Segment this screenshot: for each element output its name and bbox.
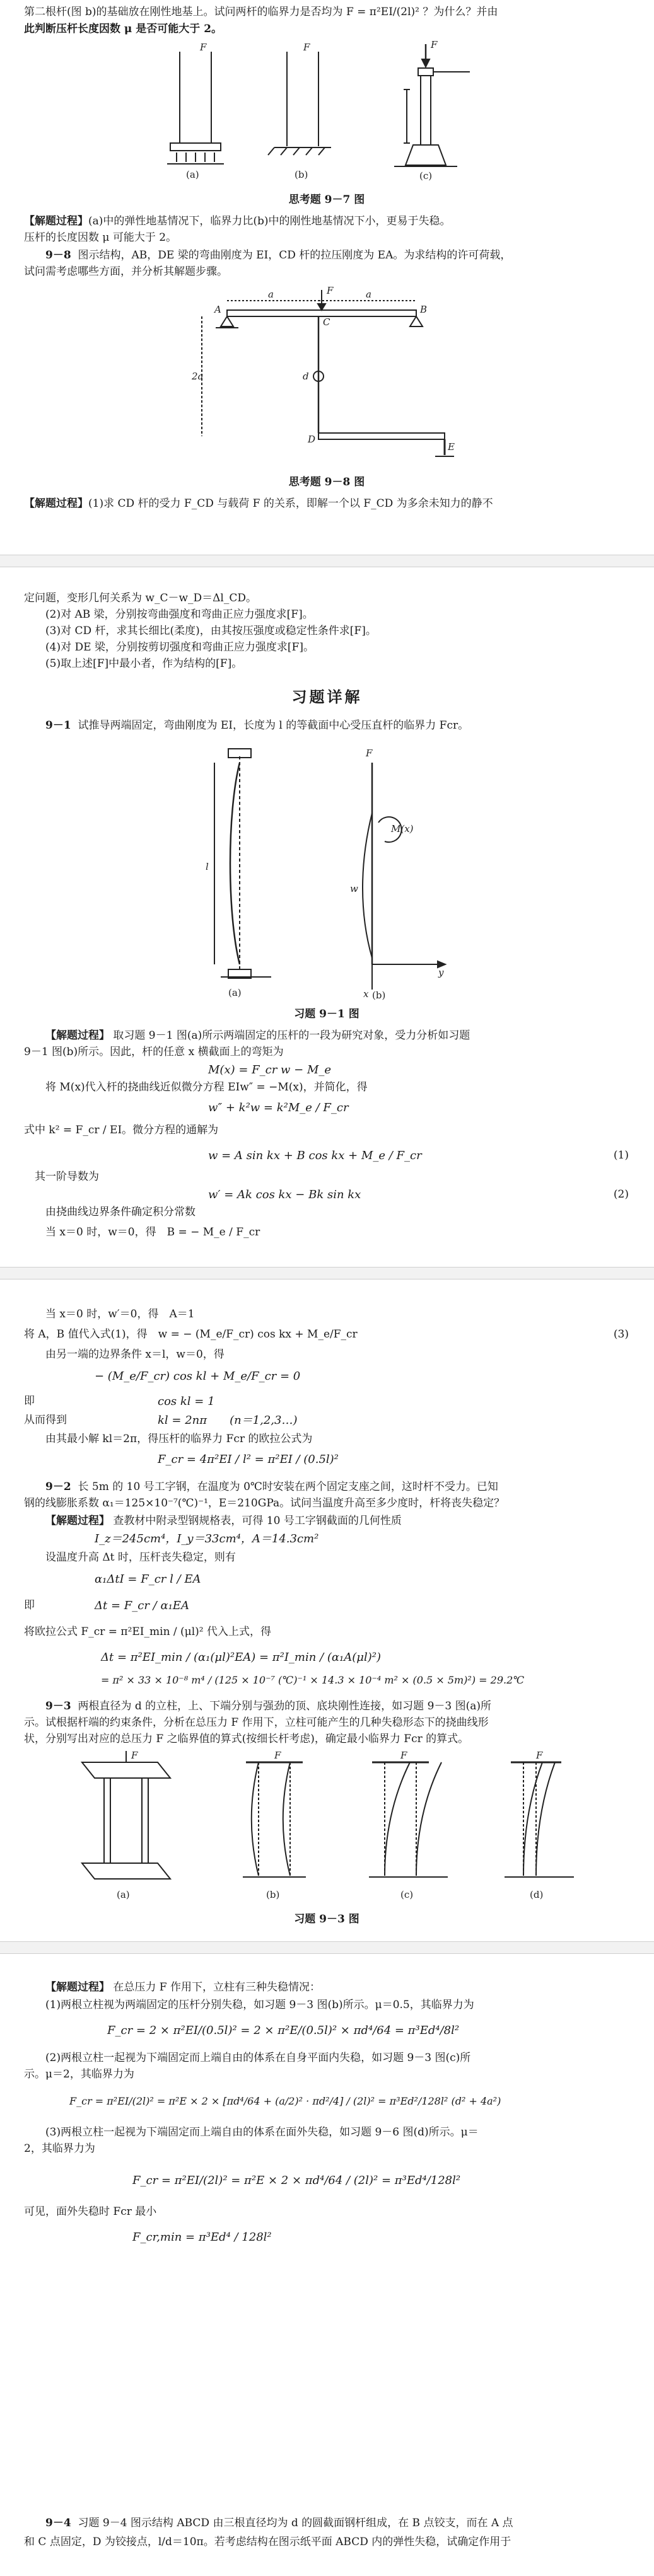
fig97-label-b: (b) xyxy=(295,169,308,180)
fig97-label-a: (a) xyxy=(186,169,199,180)
p94-line-1: 习题 9－4 图示结构 ABCD 由三根直径均为 d 的圆截面钢杆组成，在 B 点铰支，而在 A 点 xyxy=(78,2517,513,2529)
svg-text:B: B xyxy=(420,304,428,315)
svg-text:F: F xyxy=(327,285,334,296)
fig93-label-a: (a) xyxy=(117,1889,130,1900)
svg-text:F: F xyxy=(274,1750,281,1761)
p94-line-2: 和 C 点固定，D 为铰接点，l/d＝10π。若考虑结构在图示纸平面 ABCD 内的弹性失稳，试确定作用于 xyxy=(24,2536,511,2548)
p91-s13: 由其最小解 kl＝2π，得压杆的临界力 Fcr 的欧拉公式为 xyxy=(45,1433,313,1445)
page-separator xyxy=(0,1267,654,1279)
p93-head: 【解题过程】 xyxy=(45,1981,110,1994)
p92-s5: 将欧拉公式 F_cr = π²EI_min / (μl)² 代入上式，得 xyxy=(24,1626,272,1638)
p93-s2a: (2)两根立柱一起视为下端固定而上端自由的体系在自身平面内失稳，如习题 9－3 图(c)所 xyxy=(45,2052,471,2064)
p93-eq4: F_cr,min = π³Ed⁴ / 128l² xyxy=(132,2231,272,2244)
p91-eq8: F_cr = 4π²EI / l² = π²EI / (0.5l)² xyxy=(158,1453,339,1466)
fig98-caption: 思考题 9－8 图 xyxy=(288,476,365,488)
svg-text:2a: 2a xyxy=(192,371,204,382)
svg-text:E: E xyxy=(448,441,455,453)
p91-text: 试推导两端固定，弯曲刚度为 EI，长度为 l 的等截面中心受压直杆的临界力 Fcr。 xyxy=(78,719,469,732)
figure-9-7 xyxy=(155,39,508,184)
p91-solution-1 xyxy=(24,1027,629,1044)
p92-s4: 即 xyxy=(24,1599,35,1612)
q98-num: 9－8 xyxy=(45,249,71,262)
svg-text:D: D xyxy=(308,434,316,445)
p91-eq7: kl = 2nπ (n＝1,2,3…) xyxy=(158,1414,298,1427)
fig97-label-c: (c) xyxy=(419,170,433,182)
p92-s1: 查教材中附录型钢规格表，可得 10 号工字钢截面的几何性质 xyxy=(113,1515,402,1527)
p92-num: 9－2 xyxy=(45,1481,71,1493)
p91-eq6: cos kl = 1 xyxy=(158,1395,215,1408)
p93-line-3: 状，分别写出对应的总压力 F 之临界值的算式(按细长杆考虑)，确定最小临界力 Fcr 的算式。 xyxy=(24,1733,469,1745)
svg-text:F: F xyxy=(536,1750,543,1761)
q98-line-2: 试问需考虑哪些方面，并分析其解题步骤。 xyxy=(24,265,228,278)
p91-s5: 其一阶导数为 xyxy=(35,1170,99,1183)
fig93-label-d: (d) xyxy=(530,1889,544,1900)
ans97-text-1: (a)中的弹性地基情况下，临界力比(b)中的刚性地基情况下小，更易于失稳。 xyxy=(88,215,451,228)
ans98-head: 【解题过程】 xyxy=(24,497,88,510)
fig93-label-b: (b) xyxy=(266,1889,280,1900)
p91-n1: (1) xyxy=(613,1149,629,1162)
p93-line-1: 两根直径为 d 的立柱，上、下端分别与强劲的顶、底块刚性连接，如习题 9－3 图(a)所 xyxy=(78,1700,492,1713)
p91-s7: 当 x＝0 时，w＝0，得 B = − M_e / F_cr xyxy=(45,1226,260,1239)
p91-eq5: − (M_e/F_cr) cos kl + M_e/F_cr = 0 xyxy=(95,1370,301,1383)
p91-eq2: w″ + k²w = k²M_e / F_cr xyxy=(208,1101,349,1114)
fig91-caption: 习题 9－1 图 xyxy=(294,1008,359,1020)
page-separator xyxy=(0,555,654,567)
fig91-label-a: (a) xyxy=(228,987,242,998)
svg-text:w: w xyxy=(350,883,358,894)
p94-num: 9－4 xyxy=(45,2517,71,2529)
p92-eq1: α₁ΔtI = F_cr l / EA xyxy=(95,1573,201,1586)
p92-head: 【解题过程】 xyxy=(45,1515,110,1527)
p93-eq1: F_cr = 2 × π²EI/(0.5l)² = 2 × π²E/(0.5l)² × πd⁴/64 = π³Ed⁴/8l² xyxy=(107,2024,460,2037)
ans98-line-4: (3)对 CD 杆，求其长细比(柔度)，由其按压强度或稳定性条件求[F]。 xyxy=(45,625,377,637)
p91-s1: 取习题 9－1 图(a)所示两端固定的压杆的一段为研究对象，受力分析如习题 xyxy=(113,1029,470,1042)
p91-s12: 从而得到 xyxy=(24,1414,67,1426)
svg-text:M(x): M(x) xyxy=(391,823,414,835)
ans98-text-1: (1)求 CD 杆的受力 F_CD 与载荷 F 的关系，即解一个以 F_CD 为多余未知力的静不 xyxy=(88,497,493,510)
p93-s2b: 示。μ＝2，其临界力为 xyxy=(24,2068,134,2081)
ans97-line-1 xyxy=(24,213,629,229)
svg-text:C: C xyxy=(323,316,330,328)
p91-head: 【解题过程】 xyxy=(45,1029,110,1042)
fig97-caption: 思考题 9－7 图 xyxy=(288,193,365,206)
page-separator xyxy=(0,1941,654,1954)
top-line-2: 此判断压杆长度因数 μ 是否可能大于 2。 xyxy=(24,23,223,35)
ans98-line-6: (5)取上述[F]中最小者，作为结构的[F]。 xyxy=(45,657,243,670)
p93-eq3: F_cr = π²EI/(2l)² = π²E × 2 × πd⁴/64 / (2l)² = π³Ed⁴/128l² xyxy=(132,2174,461,2187)
p91-s3: 将 M(x)代入杆的挠曲线近似微分方程 EIw″ = −M(x)，并简化，得 xyxy=(45,1081,368,1094)
ans97-head: 【解题过程】 xyxy=(24,215,88,228)
p93-eq2: F_cr = π²EI/(2l)² = π²E × 2 × [πd⁴/64 + (a/2)² · πd²/4] / (2l)² = π³Ed²/128l² (d² + 4a²) xyxy=(69,2095,501,2107)
svg-text:d: d xyxy=(303,371,309,382)
p92-line-1: 长 5m 的 10 号工字钢，在温度为 0℃时安装在两个固定支座之间，这时杆不受力。已知 xyxy=(78,1481,498,1493)
figure-9-1 xyxy=(189,737,460,1002)
p91-eq1: M(x) = F_cr w − M_e xyxy=(208,1063,332,1077)
svg-text:F: F xyxy=(200,42,207,53)
p91-s9: 将 A，B 值代入式(1)，得 w = − (M_e/F_cr) cos kx + M_e/F_cr xyxy=(24,1328,358,1341)
svg-text:y: y xyxy=(438,967,444,978)
svg-text:l: l xyxy=(206,861,209,872)
svg-text:F: F xyxy=(431,39,438,50)
ans98-line-3: (2)对 AB 梁，分别按弯曲强度和弯曲正应力强度求[F]。 xyxy=(45,608,313,621)
p92-eq2: Δt = F_cr / α₁EA xyxy=(95,1599,189,1612)
fig91-deflection-curve xyxy=(230,763,240,964)
figure-9-3 xyxy=(57,1750,612,1907)
p91-s4: 式中 k² = F_cr / EI。微分方程的通解为 xyxy=(24,1124,219,1136)
p93-s1: (1)两根立柱视为两端固定的压杆分别失稳，如习题 9－3 图(b)所示。μ＝0.5，其临界力为 xyxy=(45,1999,474,2011)
svg-text:a: a xyxy=(268,289,274,300)
p93-question-1 xyxy=(24,1698,629,1714)
section-title: 习题详解 xyxy=(291,688,363,706)
svg-text:x: x xyxy=(363,988,369,1000)
svg-text:F: F xyxy=(131,1750,138,1761)
p91-eq3: w = A sin kx + B cos kx + M_e / F_cr xyxy=(208,1149,422,1162)
q98-text-1: 图示结构，AB，DE 梁的弯曲刚度为 EI，CD 杆的拉压刚度为 EA。为求结构的许可荷载， xyxy=(78,249,511,262)
p91-n2: (2) xyxy=(613,1188,629,1201)
p93-s4: 可见，面外失稳时 Fcr 最小 xyxy=(24,2205,157,2218)
p92-s2: I_z＝245cm⁴，I_y＝33cm⁴，A＝14.3cm² xyxy=(95,1532,319,1545)
svg-text:F: F xyxy=(303,42,310,53)
p92-line-2: 钢的线膨胀系数 α₁＝125×10⁻⁷(℃)⁻¹，E＝210GPa。试问当温度升高至多少度时，杆将丧失稳定？ xyxy=(24,1497,505,1510)
p94-line-1-row xyxy=(24,2515,629,2531)
fig93-caption: 习题 9－3 图 xyxy=(294,1913,359,1926)
ans98-line-5: (4)对 DE 梁，分别按剪切强度和弯曲正应力强度求[F]。 xyxy=(45,641,314,654)
p93-s3b: 2，其临界力为 xyxy=(24,2142,95,2155)
p92-eq3b: = π² × 33 × 10⁻⁸ m⁴ / (125 × 10⁻⁷ (℃)⁻¹ × 14.3 × 10⁻⁴ m² × (0.5 × 5m)²) = 29.2℃ xyxy=(101,1674,525,1686)
p93-num: 9－3 xyxy=(45,1700,71,1713)
p91-s8: 当 x＝0 时，w′＝0，得 A＝1 xyxy=(45,1308,195,1320)
svg-text:F: F xyxy=(400,1750,407,1761)
svg-text:F: F xyxy=(366,748,373,759)
p91-s11: 即 xyxy=(24,1395,35,1407)
p93-solution-0 xyxy=(24,1979,629,1996)
p93-s0: 在总压力 F 作用下，立柱有三种失稳情况： xyxy=(113,1981,321,1994)
p91-n3: (3) xyxy=(613,1328,629,1341)
p91-question xyxy=(24,717,629,734)
p91-num: 9－1 xyxy=(45,719,71,732)
p93-line-2: 示。试根据杆端的约束条件，分析在总压力 F 作用下，立柱可能产生的几种失稳形态下的挠曲线形 xyxy=(24,1716,489,1729)
p91-s2: 9－1 图(b)所示。因此，杆的任意 x 横截面上的弯矩为 xyxy=(24,1046,284,1058)
p92-eq3a: Δt = π²EI_min / (α₁(μl)²EA) = π²I_min / (α₁A(μl)²) xyxy=(101,1651,381,1664)
svg-text:a: a xyxy=(366,289,371,300)
p92-question-1 xyxy=(24,1479,629,1495)
fig91-label-b: (b) xyxy=(372,990,386,1001)
ans97-line-2: 压杆的长度因数 μ 可能大于 2。 xyxy=(24,231,177,244)
p92-solution-1 xyxy=(24,1513,629,1529)
p91-eq4: w′ = Ak cos kx − Bk sin kx xyxy=(208,1188,361,1201)
svg-text:A: A xyxy=(214,304,221,315)
q98-line-1 xyxy=(24,247,629,263)
p91-s6: 由挠曲线边界条件确定积分常数 xyxy=(45,1206,196,1218)
ans98-line-1 xyxy=(24,495,629,512)
figure-9-8 xyxy=(189,285,467,468)
top-line-1: 第二根杆(图 b)的基础放在刚性地基上。试问两杆的临界力是否均为 F = π²EI/(2l)² ？为什么？并由 xyxy=(24,6,498,18)
ans98-line-2: 定问题，变形几何关系为 w_C－w_D＝Δl_CD。 xyxy=(24,592,257,604)
p91-s10: 由另一端的边界条件 x＝l，w＝0，得 xyxy=(45,1348,225,1361)
fig93-label-c: (c) xyxy=(400,1889,414,1900)
p92-s3: 设温度升高 Δt 时，压杆丧失稳定，则有 xyxy=(45,1551,236,1564)
p93-s3a: (3)两根立柱一起视为下端固定而上端自由的体系在面外失稳，如习题 9－6 图(d)所示。μ＝ xyxy=(45,2126,479,2139)
